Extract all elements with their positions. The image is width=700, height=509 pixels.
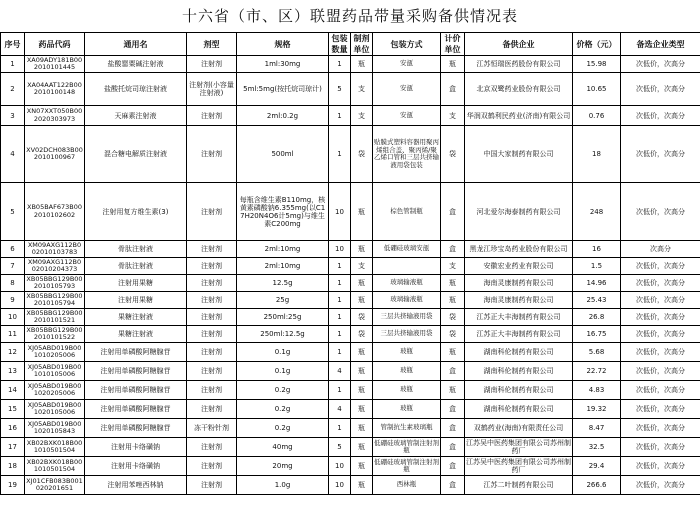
cell-spec: 250ml:25g [237, 309, 329, 326]
cell-form: 注射剂 [187, 309, 237, 326]
cell-form: 注射剂 [187, 275, 237, 292]
table-row [1, 381, 700, 400]
cell-spec: 40mg [237, 438, 329, 457]
cell-pack: 贴膜式塑料容器用聚丙烯组合盖、聚丙烯/聚乙烯口管和三层共挤输液用袋包装 [373, 126, 441, 183]
cell-form: 注射剂 [187, 326, 237, 343]
cell-price: 1.5 [573, 258, 621, 275]
cell-seq: 4 [1, 126, 25, 183]
cell-type: 次低价，次高分 [621, 56, 700, 73]
cell-unit: 瓶 [351, 275, 373, 292]
cell-name: 骨肽注射液 [85, 241, 187, 258]
cell-company: 江苏二叶制药有限公司 [465, 476, 573, 495]
cell-seq: 17 [1, 438, 25, 457]
cell-name: 注射用果糖 [85, 292, 187, 309]
cell-price-unit: 盒 [441, 362, 465, 381]
cell-unit: 支 [351, 106, 373, 126]
cell-unit: 瓶 [351, 241, 373, 258]
cell-price-unit: 盒 [441, 400, 465, 419]
cell-form: 注射剂 [187, 126, 237, 183]
header-form: 剂型 [187, 33, 237, 56]
cell-type: 次低价，次高分 [621, 476, 700, 495]
cell-form: 注射剂 [187, 438, 237, 457]
cell-unit: 瓶 [351, 419, 373, 438]
cell-price: 22.72 [573, 362, 621, 381]
cell-price: 8.47 [573, 419, 621, 438]
cell-code: XM09AXG112B002010204373 [25, 258, 85, 275]
cell-code: XB02BXK018B001010501504 [25, 438, 85, 457]
header-price: 价格（元） [573, 33, 621, 56]
cell-seq: 8 [1, 275, 25, 292]
table-row [1, 183, 700, 241]
cell-seq: 15 [1, 400, 25, 419]
cell-spec: 2ml:10mg [237, 258, 329, 275]
cell-pack: 低硼硅玻璃管制注射剂瓶 [373, 457, 441, 476]
cell-seq: 7 [1, 258, 25, 275]
cell-company: 安徽宏业药业有限公司 [465, 258, 573, 275]
cell-code: XJ05ABD019B001020205006 [25, 381, 85, 400]
cell-pack: 玻瓶 [373, 362, 441, 381]
cell-pack-qty: 4 [329, 400, 351, 419]
cell-code: XJ05ABD019B001010105006 [25, 362, 85, 381]
cell-form: 注射剂 [187, 241, 237, 258]
cell-price: 18 [573, 126, 621, 183]
cell-spec: 5ml:5mg(按托烷司琼计) [237, 73, 329, 106]
cell-price-unit: 盒 [441, 457, 465, 476]
table-row [1, 73, 700, 106]
cell-form: 注射剂(小容量注射液) [187, 73, 237, 106]
cell-spec: 1.0g [237, 476, 329, 495]
cell-pack: 玻璃输液瓶 [373, 275, 441, 292]
cell-unit: 支 [351, 73, 373, 106]
cell-type: 次低价，次高分 [621, 73, 700, 106]
table-row [1, 326, 700, 343]
cell-seq: 12 [1, 343, 25, 362]
cell-code: XB05BBG129B002010101521 [26, 308, 83, 324]
cell-type: 次低价，次高分 [621, 326, 700, 343]
cell-unit: 瓶 [351, 362, 373, 381]
cell-spec: 0.1g [237, 343, 329, 362]
cell-pack-qty: 1 [329, 126, 351, 183]
cell-price: 5.68 [573, 343, 621, 362]
cell-seq: 14 [1, 381, 25, 400]
cell-company: 江苏恒瑞医药股份有限公司 [465, 56, 573, 73]
procurement-table [0, 32, 700, 495]
cell-price-unit: 袋 [441, 326, 465, 343]
cell-seq: 3 [1, 106, 25, 126]
table-row [1, 309, 700, 326]
cell-name: 天麻素注射液 [85, 106, 187, 126]
cell-pack: 玻瓶 [373, 381, 441, 400]
cell-pack: 三层共挤输液用袋 [373, 326, 441, 343]
table-body [1, 56, 700, 495]
cell-pack-qty: 5 [329, 73, 351, 106]
cell-unit: 瓶 [351, 381, 373, 400]
cell-name: 注射用单磷酸阿糖腺苷 [85, 400, 187, 419]
cell-spec: 1ml:30mg [237, 56, 329, 73]
cell-pack: 玻璃输液瓶 [373, 292, 441, 309]
cell-spec: 2ml:0.2g [237, 106, 329, 126]
cell-pack: 安瓿 [373, 56, 441, 73]
cell-company: 湖南科伦制药有限公司 [465, 362, 573, 381]
cell-unit: 瓶 [351, 476, 373, 495]
cell-pack-qty: 4 [329, 362, 351, 381]
cell-pack: 管制抗生素玻璃瓶 [373, 419, 441, 438]
cell-name: 注射用复方维生素(3) [85, 183, 187, 241]
cell-price-unit: 盒 [441, 241, 465, 258]
cell-pack-qty: 1 [329, 381, 351, 400]
cell-unit: 袋 [351, 126, 373, 183]
cell-pack: 低硼硅玻璃安瓿 [373, 241, 441, 258]
table-row [1, 343, 700, 362]
cell-name: 注射用单磷酸阿糖腺苷 [85, 381, 187, 400]
cell-code: XV02DCH083B002010100967 [25, 126, 85, 183]
cell-pack-qty: 1 [329, 419, 351, 438]
cell-type: 次低价，次高分 [621, 258, 700, 275]
cell-price-unit: 盒 [441, 419, 465, 438]
cell-company: 黑龙江珍宝岛药业股份有限公司 [465, 241, 573, 258]
cell-type: 次低价，次高分 [621, 438, 700, 457]
cell-form: 注射剂 [187, 381, 237, 400]
cell-type: 次低价，次高分 [621, 457, 700, 476]
cell-pack-qty: 1 [329, 292, 351, 309]
cell-price-unit: 支 [441, 258, 465, 275]
cell-code: XB05BBG129B002010105793 [26, 274, 83, 290]
cell-spec: 20mg [237, 457, 329, 476]
cell-pack-qty: 1 [329, 106, 351, 126]
cell-unit: 瓶 [351, 56, 373, 73]
cell-form: 注射剂 [187, 106, 237, 126]
cell-form: 注射剂 [187, 476, 237, 495]
cell-spec: 0.2g [237, 400, 329, 419]
cell-pack: 三层共挤输液用袋 [373, 309, 441, 326]
cell-pack: 低硼硅玻璃管制注射剂瓶 [373, 438, 441, 457]
cell-type: 次高分 [621, 241, 700, 258]
cell-price-unit: 瓶 [441, 343, 465, 362]
cell-unit: 瓶 [351, 457, 373, 476]
cell-price-unit: 盒 [441, 438, 465, 457]
table-row [1, 292, 700, 309]
cell-type: 次低价，次高分 [621, 309, 700, 326]
cell-unit: 支 [351, 258, 373, 275]
cell-pack-qty: 10 [329, 241, 351, 258]
cell-name: 注射用果糖 [85, 275, 187, 292]
table-row [1, 56, 700, 73]
table-row [1, 258, 700, 275]
cell-price-unit: 盒 [441, 476, 465, 495]
cell-pack [373, 258, 441, 275]
header-spec: 规格 [237, 33, 329, 56]
cell-pack-qty: 1 [329, 326, 351, 343]
cell-price-unit: 袋 [441, 309, 465, 326]
cell-price-unit: 袋 [441, 126, 465, 183]
cell-pack-qty: 1 [329, 309, 351, 326]
cell-spec: 每瓶含维生素B110mg，核黄素磷酸钠6.355mg(以C17H20N4O6计5mg)与维生素C200mg [237, 183, 329, 241]
cell-code: XJ05ABD019B001020105843 [25, 419, 85, 438]
cell-type: 次低价，次高分 [621, 419, 700, 438]
cell-seq: 1 [1, 56, 25, 73]
cell-seq: 9 [1, 292, 25, 309]
table-row [1, 126, 700, 183]
cell-company: 湖南科伦制药有限公司 [465, 400, 573, 419]
cell-company: 海南灵康制药有限公司 [465, 292, 573, 309]
cell-name: 注射用单磷酸阿糖腺苷 [85, 343, 187, 362]
cell-price: 16 [573, 241, 621, 258]
cell-price: 15.98 [573, 56, 621, 73]
cell-name: 注射用单磷酸阿糖腺苷 [85, 419, 187, 438]
header-code: 药品代码 [25, 33, 85, 56]
cell-company: 湖南科伦制药有限公司 [465, 343, 573, 362]
cell-pack: 玻瓶 [373, 343, 441, 362]
cell-form: 冻干粉针剂 [187, 419, 237, 438]
cell-pack-qty: 5 [329, 438, 351, 457]
cell-pack: 安瓿 [373, 73, 441, 106]
header-unit: 制剂单位 [351, 33, 373, 56]
cell-price: 0.76 [573, 106, 621, 126]
cell-unit: 袋 [351, 326, 373, 343]
header-name: 通用名 [85, 33, 187, 56]
cell-price: 4.83 [573, 381, 621, 400]
cell-type: 次低价，次高分 [621, 126, 700, 183]
cell-type: 次低价，次高分 [621, 106, 700, 126]
cell-price: 25.43 [573, 292, 621, 309]
cell-unit: 瓶 [351, 183, 373, 241]
cell-price: 14.96 [573, 275, 621, 292]
cell-price-unit: 盒 [441, 183, 465, 241]
cell-name: 果糖注射液 [85, 309, 187, 326]
header-row [1, 33, 700, 56]
cell-type: 次低价，次高分 [621, 275, 700, 292]
table-row [1, 275, 700, 292]
cell-spec: 0.1g [237, 362, 329, 381]
cell-type: 次低价，次高分 [621, 362, 700, 381]
cell-spec: 500ml [237, 126, 329, 183]
cell-code: XA09ADY181B002010101445 [25, 56, 85, 73]
table-row [1, 457, 700, 476]
cell-name: 果糖注射液 [85, 326, 187, 343]
cell-price: 10.65 [573, 73, 621, 106]
cell-code: XB05BAF673B002010102602 [25, 183, 85, 241]
cell-price: 32.5 [573, 438, 621, 457]
cell-spec: 2ml:10mg [237, 241, 329, 258]
header-pack-qty: 包装数量 [329, 33, 351, 56]
cell-seq: 19 [1, 476, 25, 495]
cell-company: 江苏正大丰海制药有限公司 [465, 309, 573, 326]
header-price-unit: 计价单位 [441, 33, 465, 56]
cell-pack-qty: 1 [329, 275, 351, 292]
cell-unit: 瓶 [351, 438, 373, 457]
cell-form: 注射剂 [187, 183, 237, 241]
cell-price: 19.32 [573, 400, 621, 419]
cell-code: XJ05ABD019B001020105006 [25, 400, 85, 419]
cell-name: 注射用卡络磺钠 [85, 438, 187, 457]
cell-form: 注射剂 [187, 258, 237, 275]
cell-price-unit: 支 [441, 106, 465, 126]
cell-company: 北京双鹭药业股份有限公司 [465, 73, 573, 106]
cell-pack: 西林瓶 [373, 476, 441, 495]
cell-type: 次低价，次高分 [621, 292, 700, 309]
cell-price-unit: 瓶 [441, 275, 465, 292]
cell-spec: 0.2g [237, 419, 329, 438]
cell-company: 江苏正大丰海制药有限公司 [465, 326, 573, 343]
cell-company: 湖南科伦制药有限公司 [465, 381, 573, 400]
cell-seq: 2 [1, 73, 25, 106]
cell-seq: 16 [1, 419, 25, 438]
cell-name: 盐酸罂粟碱注射液 [85, 56, 187, 73]
table-row [1, 476, 700, 495]
table-row [1, 362, 700, 381]
cell-price: 26.8 [573, 309, 621, 326]
cell-company: 江苏吴中医药集团有限公司苏州制药厂 [466, 458, 571, 474]
cell-seq: 18 [1, 457, 25, 476]
cell-spec: 250ml:12.5g [237, 326, 329, 343]
cell-price-unit: 盒 [441, 73, 465, 106]
cell-company: 河北爱尔海泰制药有限公司 [465, 183, 573, 241]
cell-code: XA04AAT122B002010100148 [25, 73, 85, 106]
cell-unit: 瓶 [351, 343, 373, 362]
cell-code: XN07XXT050B002020303973 [25, 106, 85, 126]
cell-price: 266.6 [573, 476, 621, 495]
cell-pack-qty: 1 [329, 343, 351, 362]
cell-form: 注射剂 [187, 343, 237, 362]
cell-seq: 5 [1, 183, 25, 241]
cell-pack-qty: 10 [329, 457, 351, 476]
header-pack: 包装方式 [373, 33, 441, 56]
cell-name: 骨肽注射液 [85, 258, 187, 275]
cell-spec: 0.2g [237, 381, 329, 400]
cell-pack: 安瓿 [373, 106, 441, 126]
cell-pack: 玻瓶 [373, 400, 441, 419]
header-seq: 序号 [1, 33, 25, 56]
cell-code: XB05BBG129B002010105794 [26, 291, 83, 307]
cell-name: 注射用单磷酸阿糖腺苷 [85, 362, 187, 381]
cell-company: 中国大家制药有限公司 [465, 126, 573, 183]
cell-name: 盐酸托烷司琼注射液 [85, 73, 187, 106]
cell-price: 16.75 [573, 326, 621, 343]
cell-name: 混合糖电解质注射液 [85, 126, 187, 183]
cell-company: 华润双鹤利民药业(济南)有限公司 [465, 106, 573, 126]
cell-pack-qty: 1 [329, 258, 351, 275]
table-row [1, 241, 700, 258]
cell-pack-qty: 10 [329, 476, 351, 495]
cell-company: 江苏吴中医药集团有限公司苏州制药厂 [466, 439, 571, 455]
cell-pack: 棕色管制瓶 [373, 183, 441, 241]
cell-price-unit: 瓶 [441, 381, 465, 400]
cell-type: 次低价，次高分 [621, 381, 700, 400]
table-row [1, 419, 700, 438]
cell-price-unit: 瓶 [441, 56, 465, 73]
cell-price: 248 [573, 183, 621, 241]
cell-spec: 12.5g [237, 275, 329, 292]
cell-code: XJ01CFB083B001020201651 [25, 476, 85, 495]
cell-seq: 10 [1, 309, 25, 326]
cell-form: 注射剂 [187, 362, 237, 381]
cell-type: 次低价，次高分 [621, 183, 700, 241]
cell-spec: 25g [237, 292, 329, 309]
cell-form: 注射剂 [187, 400, 237, 419]
cell-company: 海南灵康制药有限公司 [465, 275, 573, 292]
cell-unit: 袋 [351, 309, 373, 326]
cell-pack-qty: 1 [329, 56, 351, 73]
cell-code: XJ05ABD019B001010205006 [25, 343, 85, 362]
cell-name: 注射用苯唑西林钠 [85, 476, 187, 495]
cell-type: 次低价，次高分 [621, 343, 700, 362]
table-row [1, 438, 700, 457]
cell-company: 双鹤药业(海南)有限责任公司 [465, 419, 573, 438]
cell-type: 次低价，次高分 [621, 400, 700, 419]
cell-price: 29.4 [573, 457, 621, 476]
cell-unit: 瓶 [351, 292, 373, 309]
cell-price-unit: 瓶 [441, 292, 465, 309]
page-title: 十六省（市、区）联盟药品带量采购备供情况表 [181, 7, 518, 25]
cell-form: 注射剂 [187, 56, 237, 73]
cell-unit: 瓶 [351, 400, 373, 419]
cell-pack-qty: 10 [329, 183, 351, 241]
table-row [1, 106, 700, 126]
cell-form: 注射剂 [187, 457, 237, 476]
cell-seq: 11 [1, 326, 25, 343]
cell-seq: 6 [1, 241, 25, 258]
cell-code: XB02BXK018B001010501504 [25, 457, 85, 476]
cell-seq: 13 [1, 362, 25, 381]
header-type: 备选企业类型 [621, 33, 700, 56]
cell-name: 注射用卡络磺钠 [85, 457, 187, 476]
header-company: 备供企业 [465, 33, 573, 56]
cell-form: 注射剂 [187, 292, 237, 309]
cell-code: XM09AXG112B002010103783 [25, 241, 85, 258]
table-row [1, 400, 700, 419]
cell-code: XB05BBG129B002010101522 [26, 325, 83, 341]
